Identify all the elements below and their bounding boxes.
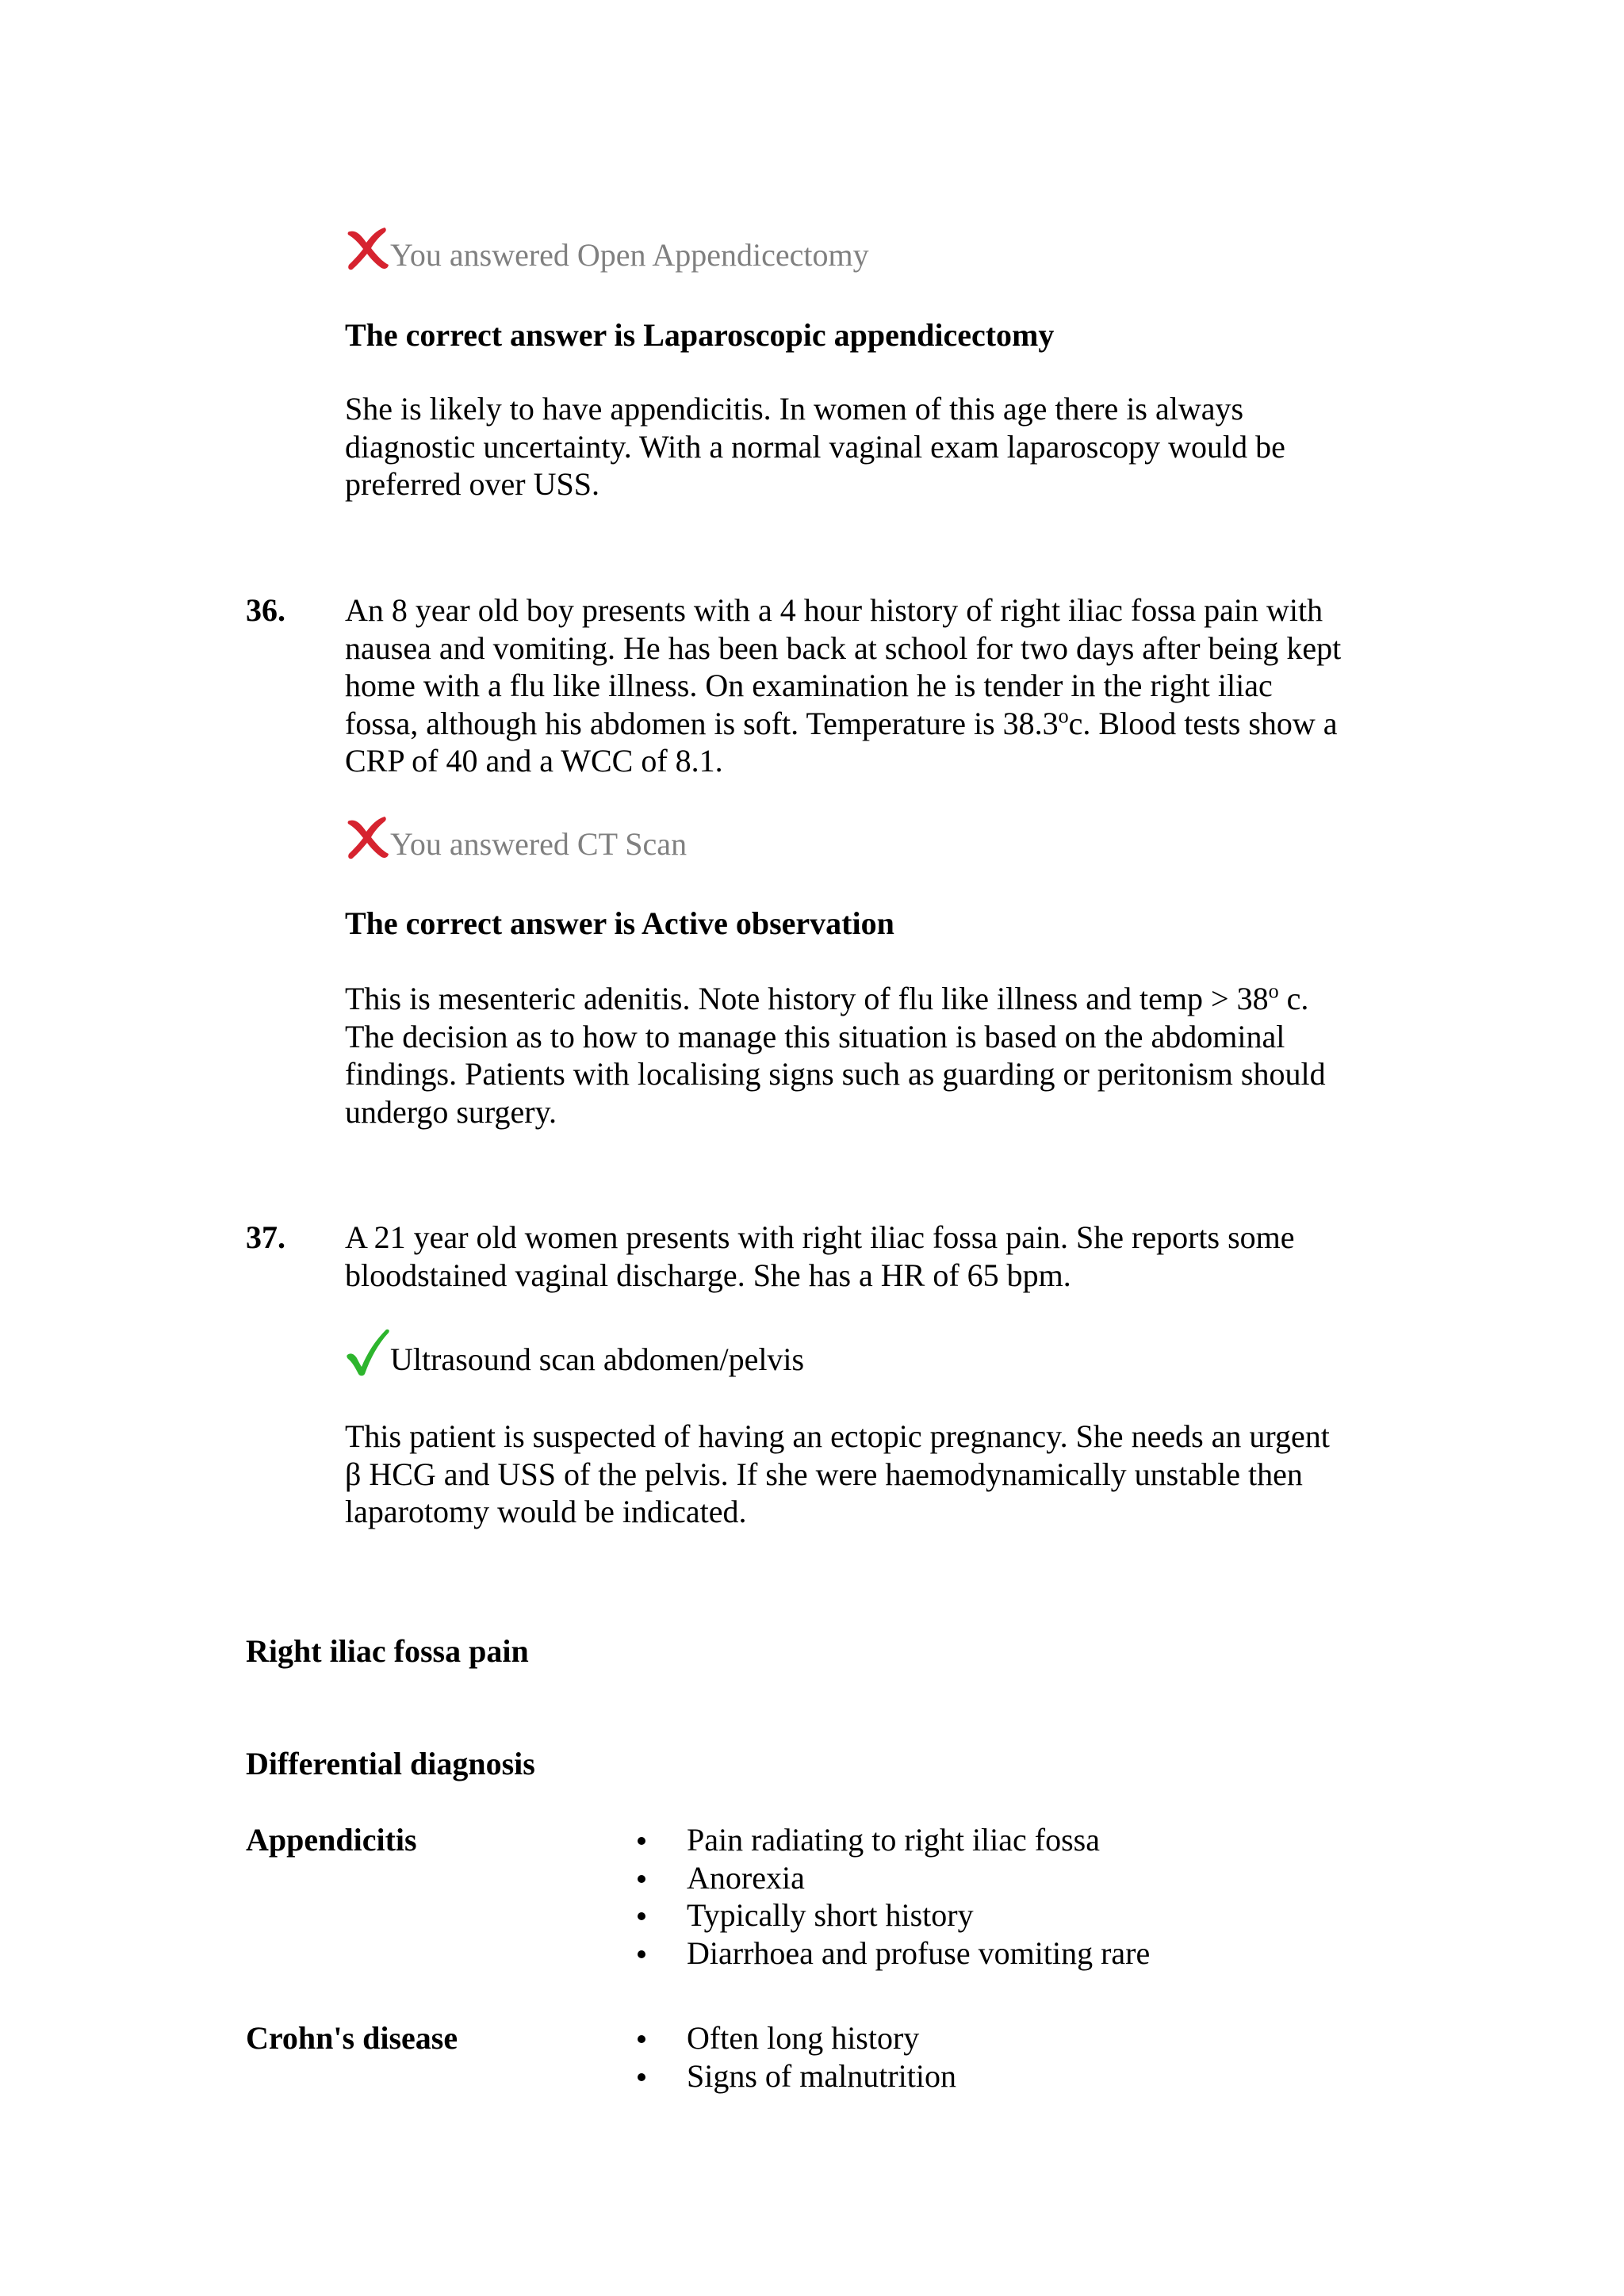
section-subheading: Differential diagnosis	[246, 1746, 535, 1781]
q37-stem-line: bloodstained vaginal discharge. She has a HR of 65 bpm.	[345, 1257, 1071, 1293]
q36-explanation	[345, 980, 1326, 1131]
q36-explanation-line: findings. Patients with localising signs such as guarding or peritonism should	[345, 1056, 1326, 1092]
q37-explanation-line: This patient is suspected of having an ectopic pregnancy. She needs an urgent	[345, 1418, 1330, 1454]
q36-stem-text: c. Blood tests show a	[1068, 705, 1338, 741]
q36-stem-line: home with a flu like illness. On examination he is tender in the right iliac	[345, 668, 1273, 703]
section-heading: Right iliac fossa pain	[246, 1633, 529, 1669]
green-tick-icon	[345, 1326, 391, 1377]
red-cross-icon	[345, 225, 391, 276]
list-item: Often long history	[634, 2019, 956, 2057]
q36-answered-text: You answered CT Scan	[390, 826, 688, 862]
condition-name: Crohn's disease	[246, 2020, 458, 2056]
condition-points-list	[634, 1821, 1150, 1972]
q36-number: 36.	[246, 592, 285, 628]
q37-explanation	[345, 1418, 1330, 1531]
q36-stem-line: nausea and vomiting. He has been back at school for two days after being kept	[345, 629, 1342, 666]
condition-name: Appendicitis	[246, 1822, 417, 1858]
q36-explanation-text: This is mesenteric adenitis. Note history of flu like illness and temp > 38	[345, 981, 1269, 1016]
q37-number: 37.	[246, 1219, 285, 1255]
q36-stem	[345, 591, 1341, 780]
degree-sup: o	[1268, 979, 1279, 1003]
q36-explanation-line: The decision as to how to manage this situation is based on the abdominal	[345, 1018, 1285, 1054]
q37-explanation-line: β HCG and USS of the pelvis. If she were haemodynamically unstable then	[345, 1456, 1303, 1492]
q37-stem-line: A 21 year old women presents with right iliac fossa pain. She reports some	[345, 1219, 1295, 1255]
q36-stem-line	[345, 705, 1341, 743]
red-cross-icon	[345, 814, 391, 865]
q35-explanation-line: She is likely to have appendicitis. In women of this age there is always	[345, 391, 1244, 427]
q35-correct-answer: The correct answer is Laparoscopic appendicectomy	[345, 317, 1055, 353]
q36-stem-line: CRP of 40 and a WCC of 8.1.	[345, 743, 723, 779]
list-item: Diarrhoea and profuse vomiting rare	[634, 1934, 1150, 1973]
q35-explanation-line: diagnostic uncertainty. With a normal vaginal exam laparoscopy would be	[345, 428, 1285, 465]
degree-sup: o	[1058, 704, 1069, 728]
list-item: Signs of malnutrition	[634, 2057, 956, 2095]
q35-answered-text: You answered Open Appendicectomy	[390, 237, 869, 273]
q35-explanation-line: preferred over USS.	[345, 466, 599, 502]
q36-stem-text: fossa, although his abdomen is soft. Temperature is 38.3	[345, 705, 1059, 741]
q36-explanation-line: undergo surgery.	[345, 1093, 557, 1130]
q36-stem-line: An 8 year old boy presents with a 4 hour history of right iliac fossa pain with	[345, 592, 1323, 628]
list-item: Pain radiating to right iliac fossa	[634, 1821, 1150, 1859]
q36-explanation-text: c.	[1278, 981, 1309, 1016]
q37-explanation-line: laparotomy would be indicated.	[345, 1494, 747, 1529]
q37-stem	[345, 1219, 1295, 1294]
q35-explanation	[345, 390, 1285, 503]
condition-points-list	[634, 2019, 956, 2095]
q36-correct-answer: The correct answer is Active observation	[345, 905, 894, 941]
list-item: Anorexia	[634, 1859, 1150, 1897]
q36-explanation-line	[345, 980, 1326, 1018]
q37-answered-text: Ultrasound scan abdomen/pelvis	[390, 1341, 805, 1377]
list-item: Typically short history	[634, 1896, 1150, 1934]
